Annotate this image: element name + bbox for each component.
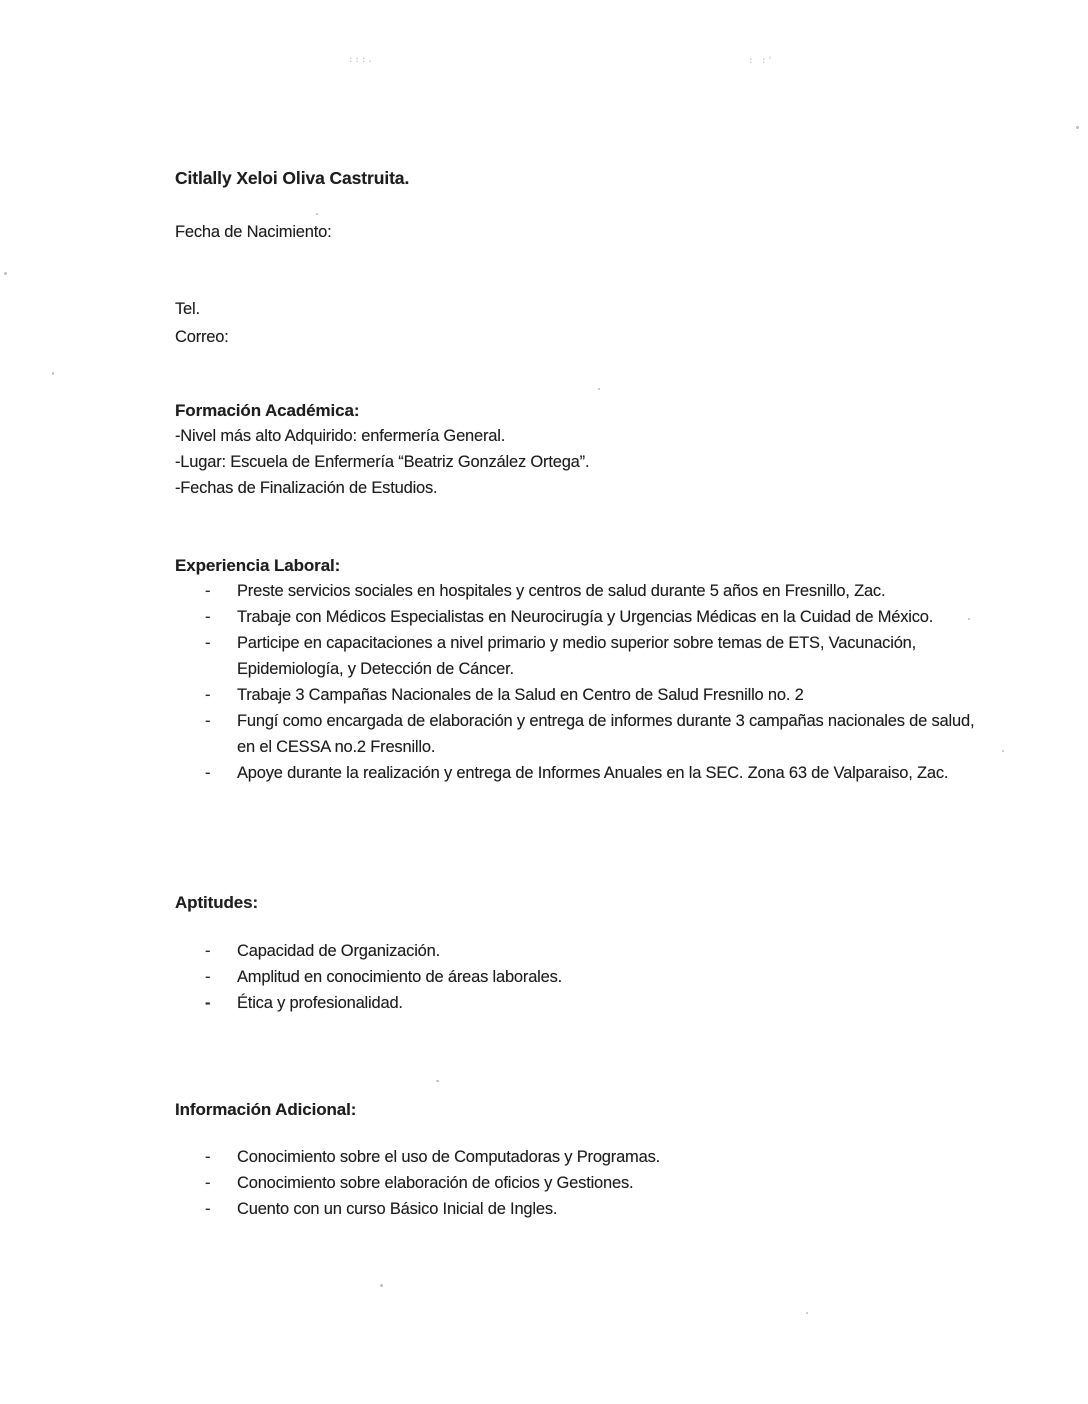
section-formacion-academica [175,401,975,501]
list-item [205,1170,995,1196]
formacion-line: -Lugar: Escuela de Enfermería “Beatriz González Ortega”. [175,453,590,471]
scan-noise [52,372,54,375]
section-experiencia-laboral [175,556,995,786]
scan-noise: :::. [348,55,374,65]
list-item [205,990,995,1016]
aptitud-item: Amplitud en conocimiento de áreas laborales. [237,968,563,986]
bullet-dash: - [205,1200,211,1218]
adicional-item: Conocimiento sobre el uso de Computadoras y Programas. [237,1148,661,1166]
aptitud-item: Ética y profesionalidad. [237,994,403,1012]
experiencia-item: Fungí como encargada de elaboración y entrega de informes durante 3 campañas nacionales de salud, en el CESSA no.2 Fresnillo. [237,712,975,756]
phone-label: Tel. [175,300,200,318]
bullet-dash: - [205,712,211,730]
aptitudes-list [205,938,995,1016]
scan-noise: : :' [748,56,774,66]
scan-noise [436,1080,439,1082]
list-item [205,578,995,604]
section-aptitudes [175,893,995,1016]
bullet-dash: - [205,1148,211,1166]
birth-date-label: Fecha de Nacimiento: [175,223,332,241]
list-item [205,964,995,990]
list-item [205,708,995,760]
list-item [205,682,995,708]
experiencia-item: Preste servicios sociales en hospitales y centros de salud durante 5 años en Fresnillo, Zac. [237,582,886,600]
experiencia-item: Apoye durante la realización y entrega de Informes Anuales en la SEC. Zona 63 de Valparaiso, Zac. [237,764,949,782]
bullet-dash: - [205,686,211,704]
list-item [205,1196,995,1222]
bullet-dash: - [205,608,211,626]
experiencia-item: Participe en capacitaciones a nivel primario y medio superior sobre temas de ETS, Vacunación, Epidemiología, y Detección de Cáncer. [237,634,917,678]
experiencia-list [205,578,995,786]
scan-noise [4,272,7,275]
bullet-dash: - [205,968,211,986]
list-item [205,938,995,964]
formacion-line: -Nivel más alto Adquirido: enfermería General. [175,427,506,445]
list-item [205,1144,995,1170]
scan-noise [806,1312,808,1314]
scan-noise [380,1284,383,1287]
section-heading-experiencia: Experiencia Laboral: [175,556,341,575]
bullet-dash: - [205,634,211,652]
list-item [205,760,995,786]
bullet-dash: - [205,942,211,960]
scan-noise [1002,750,1004,752]
bullet-dash: - [205,764,211,782]
section-heading-aptitudes: Aptitudes: [175,893,259,912]
scan-noise [1076,126,1079,129]
section-heading-adicional: Información Adicional: [175,1100,357,1119]
experiencia-item: Trabaje 3 Campañas Nacionales de la Salud en Centro de Salud Fresnillo no. 2 [237,686,804,704]
bullet-dash: - [205,1174,211,1192]
aptitud-item: Capacidad de Organización. [237,942,441,960]
list-item [205,630,995,682]
scan-noise [316,213,318,215]
section-heading-formacion: Formación Académica: [175,401,360,420]
bullet-dash: - [205,582,211,600]
person-name: Citlally Xeloi Oliva Castruita. [175,168,410,188]
scan-noise [598,388,600,390]
email-label: Correo: [175,328,229,346]
adicional-item: Conocimiento sobre elaboración de oficios y Gestiones. [237,1174,634,1192]
experiencia-item: Trabaje con Médicos Especialistas en Neurocirugía y Urgencias Médicas en la Cuidad de México. [237,608,934,626]
adicional-list [205,1144,995,1222]
formacion-line: -Fechas de Finalización de Estudios. [175,479,438,497]
adicional-item: Cuento con un curso Básico Inicial de Ingles. [237,1200,558,1218]
bullet-dash: - [205,994,211,1012]
section-informacion-adicional [175,1100,995,1222]
list-item [205,604,995,630]
